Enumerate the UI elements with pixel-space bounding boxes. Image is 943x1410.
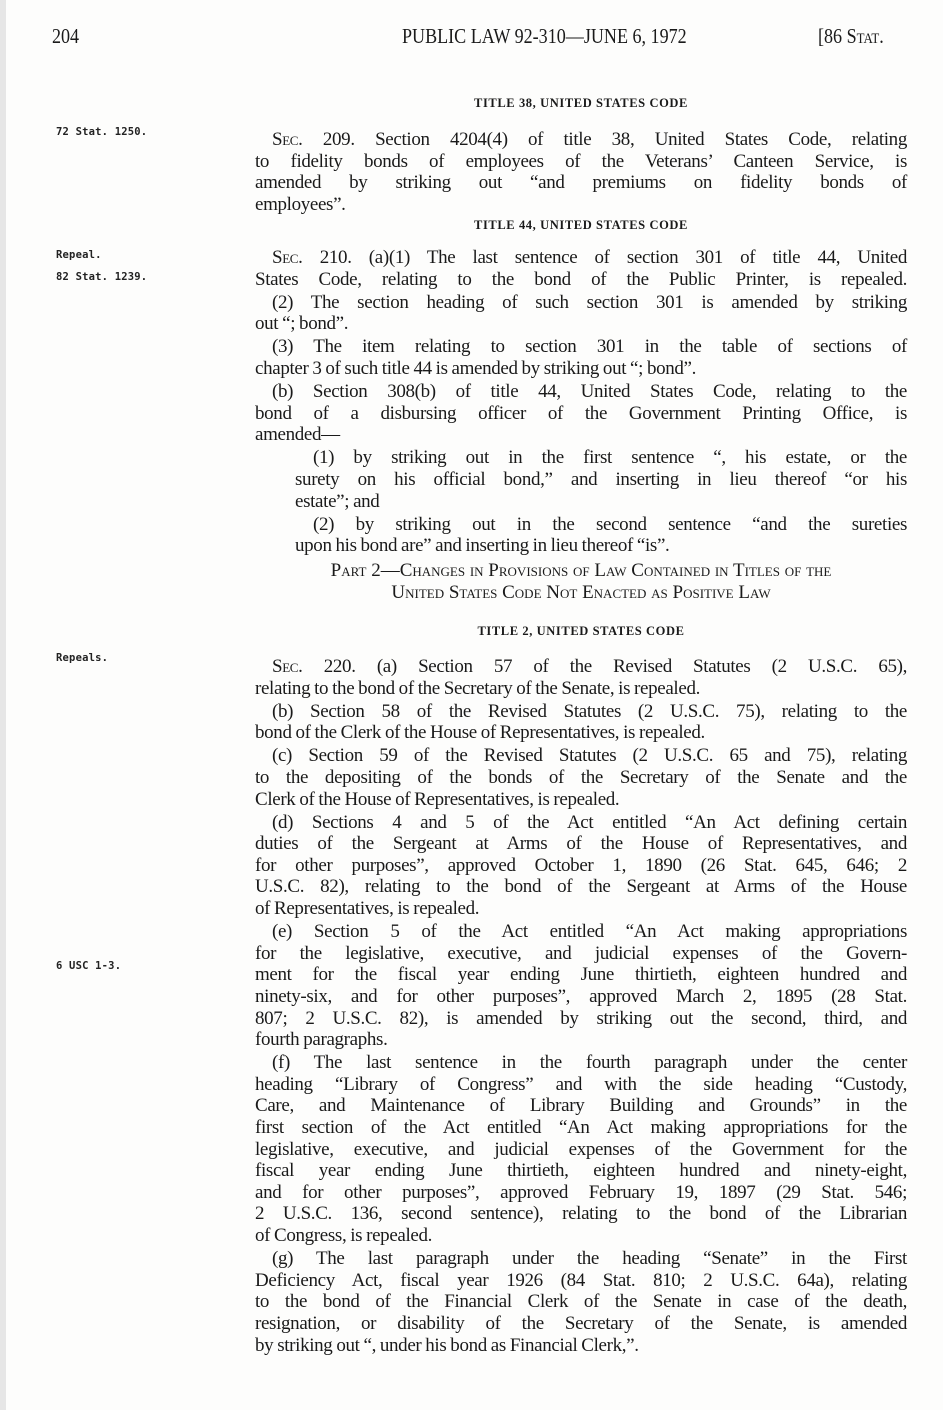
- margin-note: 72 Stat. 1250.: [56, 126, 148, 138]
- paragraph-sec220c: [255, 745, 907, 810]
- paragraph-sec220b: [255, 701, 907, 744]
- text-line: (2) by striking out in the second sentence “and the sureties: [313, 513, 907, 535]
- section-label: Sec.: [272, 129, 303, 150]
- page-number: 204: [52, 24, 80, 48]
- text-line: Clerk of the House of Representatives, is repealed.: [255, 788, 620, 810]
- text-line: Deficiency Act, fiscal year 1926 (84 Stat. 810; 2 U.S.C. 64a), relating: [255, 1269, 907, 1291]
- paragraph-sec210a1: [255, 247, 907, 290]
- text-line: chapter 3 of such title 44 is amended by striking out “; bond”.: [255, 357, 697, 379]
- section-label: Sec.: [272, 656, 303, 677]
- text-line: 807; 2 U.S.C. 82), is amended by striking out the second, third, and: [255, 1007, 907, 1029]
- part-2-heading-line: United States Code Not Enacted as Positive Law: [391, 582, 771, 603]
- text-line: surety on his official bond,” and inserting in lieu thereof “or his: [295, 468, 907, 490]
- heading-title-2: TITLE 2, UNITED STATES CODE: [477, 624, 685, 638]
- text-line: for the legislative, executive, and judicial expenses of the Govern-: [255, 942, 907, 964]
- text-line: bond of the Clerk of the House of Representatives, is repealed.: [255, 722, 705, 744]
- margin-note: 6 USC 1-3.: [56, 960, 122, 972]
- text-line: out “; bond”.: [255, 313, 349, 335]
- paragraph-sec210a2: [255, 292, 907, 335]
- text-line: Sec. 220. (a) Section 57 of the Revised Statutes (2 U.S.C. 65),: [272, 656, 907, 677]
- text-line: to the bond of the Financial Clerk of the Senate in case of the death,: [255, 1291, 907, 1313]
- text-line: Care, and Maintenance of Library Building and Grounds” in the: [255, 1095, 907, 1117]
- text-line: fourth paragraphs.: [255, 1029, 388, 1051]
- text-line: 2 U.S.C. 136, second sentence), relating to the bond of the Librarian: [255, 1203, 907, 1225]
- paragraph-sec210a3: [255, 336, 907, 379]
- margin-note: Repeals.: [56, 652, 109, 664]
- text-line: of Representatives, is repealed.: [255, 898, 480, 920]
- heading-title-38: TITLE 38, UNITED STATES CODE: [474, 96, 688, 110]
- text-line: (f) The last sentence in the fourth paragraph under the center: [272, 1052, 907, 1074]
- text-line: legislative, executive, and judicial expenses of the Government for the: [255, 1138, 907, 1160]
- text-line: employees”.: [255, 193, 346, 215]
- paragraph-sec220g: [255, 1248, 907, 1356]
- paragraph-sec210b2: [295, 514, 907, 557]
- text-line: (2) The section heading of such section 301 is amended by striking: [272, 291, 907, 313]
- paragraph-sec220a: [255, 656, 907, 699]
- text-line: fiscal year ending June thirtieth, eighteen hundred and ninety-eight,: [255, 1160, 907, 1182]
- margin-note: Repeal.: [56, 249, 102, 261]
- text-line: first section of the Act entitled “An Act making appropriations for the: [255, 1117, 907, 1139]
- text-line: to the depositing of the bonds of the Secretary of the Senate and the: [255, 766, 907, 788]
- paragraph-sec220e: [255, 921, 907, 1051]
- text-line: States Code, relating to the bond of the Public Printer, is repealed.: [255, 268, 907, 290]
- section-label: Sec.: [272, 247, 303, 268]
- text-line: (d) Sections 4 and 5 of the Act entitled “An Act defining certain: [272, 811, 907, 833]
- text-line: amended—: [255, 424, 340, 446]
- text-line: upon his bond are” and inserting in lieu thereof “is”.: [295, 535, 670, 557]
- text-line: ment for the fiscal year ending June thirtieth, eighteen hundred and: [255, 964, 907, 986]
- paragraph-sec209: [255, 129, 907, 215]
- text-line: for other purposes”, approved October 1, 1890 (26 Stat. 645, 646; 2: [255, 854, 907, 876]
- text-line: relating to the bond of the Secretary of the Senate, is repealed.: [255, 677, 700, 699]
- text-line: by striking out “, under his bond as Financial Clerk,”.: [255, 1334, 639, 1356]
- text-line: and for other purposes”, approved February 19, 1897 (29 Stat. 546;: [255, 1181, 907, 1203]
- text-line: (g) The last paragraph under the heading “Senate” in the First: [272, 1248, 907, 1270]
- text-line: (e) Section 5 of the Act entitled “An Act making appropriations: [272, 921, 907, 943]
- text-line: bond of a disbursing officer of the Government Printing Office, is: [255, 402, 907, 424]
- text-line: U.S.C. 82), relating to the bond of the Sergeant at Arms of the House: [255, 876, 907, 898]
- text-line: ninety-six, and for other purposes”, approved March 2, 1895 (28 Stat.: [255, 985, 907, 1007]
- text-line: (c) Section 59 of the Revised Statutes (2 U.S.C. 65 and 75), relating: [272, 745, 907, 767]
- part-2-heading-line: Part 2—Changes in Provisions of Law Contained in Titles of the: [330, 560, 832, 581]
- text-line: of Congress, is repealed.: [255, 1225, 433, 1247]
- text-line: estate”; and: [295, 490, 380, 512]
- paragraph-sec210b: [255, 381, 907, 446]
- paragraph-sec220f: [255, 1052, 907, 1246]
- text-line: amended by striking out “and premiums on fidelity bonds of: [255, 172, 907, 194]
- text-line: heading “Library of Congress” and with the side heading “Custody,: [255, 1073, 907, 1095]
- text-line: Sec. 209. Section 4204(4) of title 38, United States Code, relating: [272, 129, 907, 150]
- text-line: duties of the Sergeant at Arms of the House of Representatives, and: [255, 833, 907, 855]
- statute-volume: [86 Stat.: [818, 24, 884, 48]
- part-2-heading: [255, 560, 907, 604]
- text-line: (3) The item relating to section 301 in the table of sections of: [272, 336, 907, 358]
- running-title: PUBLIC LAW 92-310—JUNE 6, 1972: [402, 24, 687, 48]
- text-line: (b) Section 308(b) of title 44, United States Code, relating to the: [272, 381, 907, 403]
- text-line: Sec. 210. (a)(1) The last sentence of section 301 of title 44, United: [272, 247, 907, 268]
- paragraph-sec220d: [255, 812, 907, 920]
- text-line: (b) Section 58 of the Revised Statutes (2 U.S.C. 75), relating to the: [272, 700, 907, 722]
- text-line: resignation, or disability of the Secretary of the Senate, is amended: [255, 1312, 907, 1334]
- paragraph-sec210b1: [295, 447, 907, 512]
- text-line: (1) by striking out in the first sentence “, his estate, or the: [313, 447, 907, 469]
- text-line: to fidelity bonds of employees of the Veterans’ Canteen Service, is: [255, 150, 907, 172]
- margin-note: 82 Stat. 1239.: [56, 271, 148, 283]
- heading-title-44: TITLE 44, UNITED STATES CODE: [474, 218, 688, 232]
